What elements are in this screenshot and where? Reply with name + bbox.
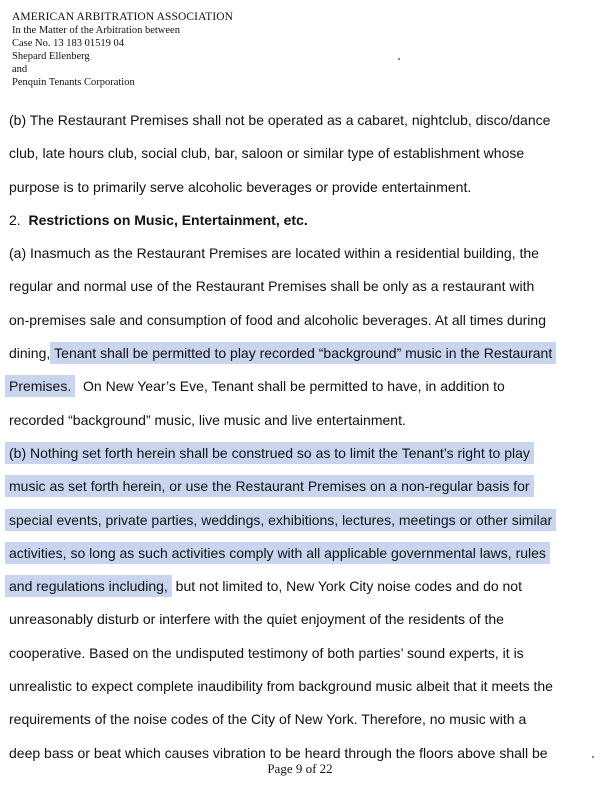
text-line	[9, 370, 594, 403]
line-text: recorded “background” music, live music and live entertainment.	[9, 411, 406, 428]
line-text: cooperative. Based on the undisputed testimony of both parties’ sound experts, it is	[9, 644, 524, 661]
line-text: purpose is to primarily serve alcoholic beverages or provide entertainment.	[9, 178, 472, 195]
line-text: on-premises sale and consumption of food and alcoholic beverages. At all times during	[9, 311, 546, 328]
caption-organization: AMERICAN ARBITRATION ASSOCIATION	[12, 11, 234, 23]
caption-party-1: Shepard Ellenberg	[12, 51, 90, 62]
text-line	[9, 404, 594, 437]
line-text: club, late hours club, social club, bar, saloon or similar type of establishment whose	[9, 145, 525, 162]
case-caption	[12, 11, 233, 89]
text-line	[9, 337, 594, 370]
section-number: 2.	[9, 211, 21, 228]
line-text: unreasonably disturb or interfere with the quiet enjoyment of the residents of the	[9, 611, 504, 628]
line-text: but not limited to, New York City noise codes and do not	[175, 578, 522, 595]
scan-speck	[398, 58, 400, 60]
line-text: (b) The Restaurant Premises shall not be operated as a cabaret, nightclub, disco/dance	[9, 112, 551, 128]
highlighted-text: Premises.	[5, 375, 75, 397]
page-number: Page 9 of 22	[267, 761, 333, 776]
caption-and: and	[12, 64, 28, 75]
text-line	[9, 270, 594, 303]
text-line	[9, 104, 594, 137]
section-title: Restrictions on Music, Entertainment, etc.	[28, 211, 308, 228]
highlighted-text: music as set forth herein, or use the Restaurant Premises on a non-regular basis for	[5, 475, 534, 497]
text-line	[9, 637, 594, 670]
line-text: (a) Inasmuch as the Restaurant Premises are located within a residential building, the	[9, 245, 539, 262]
text-line	[9, 304, 594, 337]
text-line	[9, 137, 594, 170]
line-text: deep bass or beat which causes vibration to be heard through the floors above shall be	[9, 744, 548, 761]
text-line	[9, 504, 594, 537]
text-line	[9, 171, 594, 204]
caption-party-2: Penquin Tenants Corporation	[12, 77, 135, 88]
text-line	[9, 670, 594, 703]
text-line	[9, 437, 594, 470]
text-line	[9, 237, 594, 270]
text-line	[9, 603, 594, 636]
line-text: On New Year’s Eve, Tenant shall be permitted to have, in addition to	[83, 378, 505, 395]
highlighted-text: Tenant shall be permitted to play recorded “background” music in the Restaurant	[50, 342, 556, 364]
line-text: dining,	[9, 345, 51, 362]
text-line	[9, 470, 594, 503]
line-text: unrealistic to expect complete inaudibility from background music albeit that it meets the	[9, 678, 553, 695]
line-text: requirements of the noise codes of the City of New York. Therefore, no music with a	[9, 711, 527, 728]
document-body	[9, 104, 594, 770]
text-line	[9, 537, 594, 570]
caption-matter: In the Matter of the Arbitration between	[12, 25, 180, 36]
text-line	[9, 703, 594, 736]
highlighted-text: activities, so long as such activities comply with all applicable governmental laws, rules	[5, 542, 550, 564]
section-heading	[9, 204, 594, 237]
scan-speck	[592, 756, 594, 758]
line-text: regular and normal use of the Restaurant Premises shall be only as a restaurant with	[9, 278, 535, 295]
text-line	[9, 570, 594, 603]
highlighted-text: special events, private parties, weddings, exhibitions, lectures, meetings or other similar	[5, 509, 556, 531]
highlighted-text: and regulations including,	[5, 575, 172, 597]
highlighted-text: (b) Nothing set forth herein shall be construed so as to limit the Tenant’s right to play	[5, 442, 534, 464]
caption-case-number: Case No. 13 183 01519 04	[12, 38, 124, 49]
